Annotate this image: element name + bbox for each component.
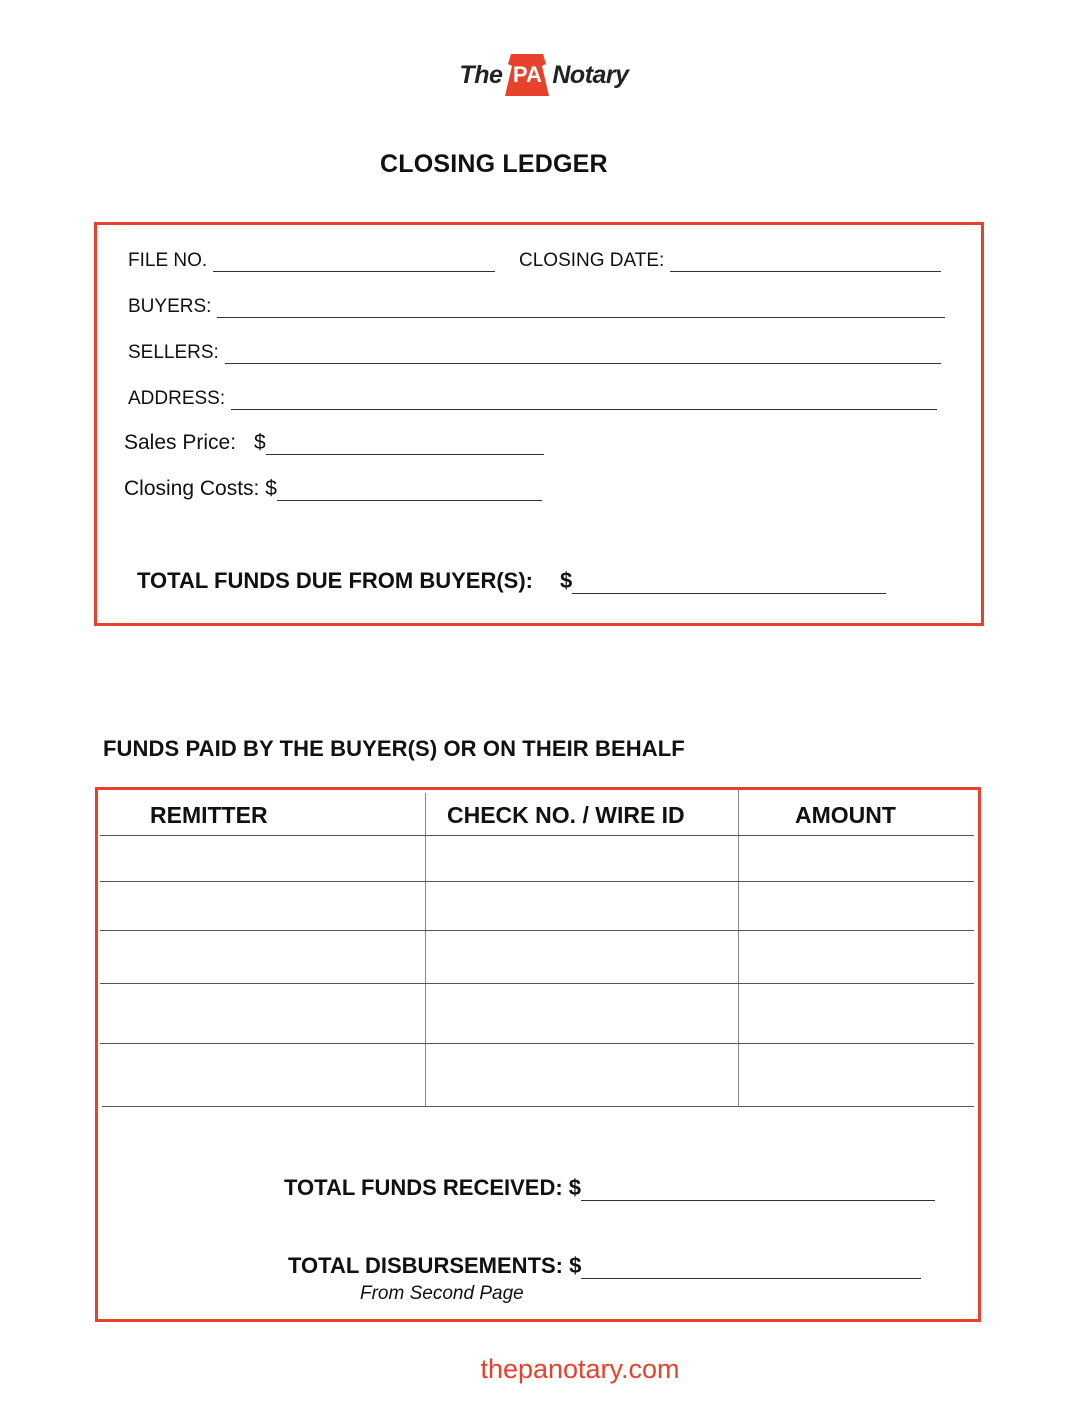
closing-info-box xyxy=(94,222,984,626)
total-disbursements-line[interactable] xyxy=(581,1258,921,1279)
total-received-line[interactable] xyxy=(581,1180,935,1201)
sales-price-label: Sales Price: xyxy=(124,431,237,454)
closing-date-field[interactable] xyxy=(519,250,941,272)
total-received-field[interactable] xyxy=(284,1175,935,1201)
sales-price-dollar: $ xyxy=(254,431,266,454)
table-row-divider xyxy=(100,835,974,836)
website-link[interactable]: thepanotary.com xyxy=(480,1354,680,1384)
column-divider xyxy=(738,790,739,1107)
buyers-field[interactable] xyxy=(128,296,945,318)
total-disbursements-field[interactable] xyxy=(288,1253,921,1279)
table-row-divider xyxy=(100,983,974,984)
column-header-amount: AMOUNT xyxy=(795,802,896,828)
closing-costs-field[interactable] xyxy=(124,477,542,501)
table-row-divider xyxy=(100,1043,974,1044)
total-due-label: TOTAL FUNDS DUE FROM BUYER(S): xyxy=(137,568,533,593)
table-row[interactable] xyxy=(101,985,424,1042)
sellers-label: SELLERS: xyxy=(128,342,219,363)
column-divider xyxy=(425,793,426,1107)
logo xyxy=(0,52,1088,98)
sellers-field[interactable] xyxy=(128,342,941,364)
column-header-remitter: REMITTER xyxy=(150,802,268,828)
from-second-page-note: From Second Page xyxy=(360,1283,524,1304)
total-due-field[interactable] xyxy=(137,568,886,594)
closing-costs-line[interactable] xyxy=(277,480,542,501)
total-disbursements-label: TOTAL DISBURSEMENTS: $ xyxy=(288,1253,582,1278)
logo-notary: Notary xyxy=(552,60,629,89)
table-row[interactable] xyxy=(101,932,424,982)
buyers-line[interactable] xyxy=(217,299,945,318)
file-no-field[interactable] xyxy=(128,250,495,272)
sales-price-field[interactable] xyxy=(124,431,544,455)
keystone-icon xyxy=(505,54,549,96)
total-due-dollar: $ xyxy=(560,568,573,593)
table-row[interactable] xyxy=(101,1045,424,1105)
total-received-label: TOTAL FUNDS RECEIVED: $ xyxy=(284,1175,582,1200)
table-row-divider xyxy=(100,881,974,882)
closing-costs-label: Closing Costs: $ xyxy=(124,477,277,500)
logo-the: The xyxy=(459,60,503,89)
table-row[interactable] xyxy=(101,837,424,880)
funds-section-title: FUNDS PAID BY THE BUYER(S) OR ON THEIR BEHALF xyxy=(103,736,685,761)
sales-price-line[interactable] xyxy=(266,434,544,455)
sellers-line[interactable] xyxy=(225,345,941,364)
file-no-label: FILE NO. xyxy=(128,250,208,271)
page-title: CLOSING LEDGER xyxy=(380,150,608,178)
column-header-check-no: CHECK NO. / WIRE ID xyxy=(447,802,685,828)
logo-pa: PA xyxy=(512,62,542,87)
total-due-line[interactable] xyxy=(572,573,886,594)
buyers-label: BUYERS: xyxy=(128,296,212,317)
closing-date-line[interactable] xyxy=(670,253,941,272)
file-no-line[interactable] xyxy=(213,253,495,272)
address-field[interactable] xyxy=(128,388,937,410)
table-row[interactable] xyxy=(101,883,424,929)
address-label: ADDRESS: xyxy=(128,388,226,409)
table-row-divider xyxy=(102,1106,974,1107)
address-line[interactable] xyxy=(231,391,937,410)
table-row-divider xyxy=(100,930,974,931)
closing-date-label: CLOSING DATE: xyxy=(519,250,665,271)
